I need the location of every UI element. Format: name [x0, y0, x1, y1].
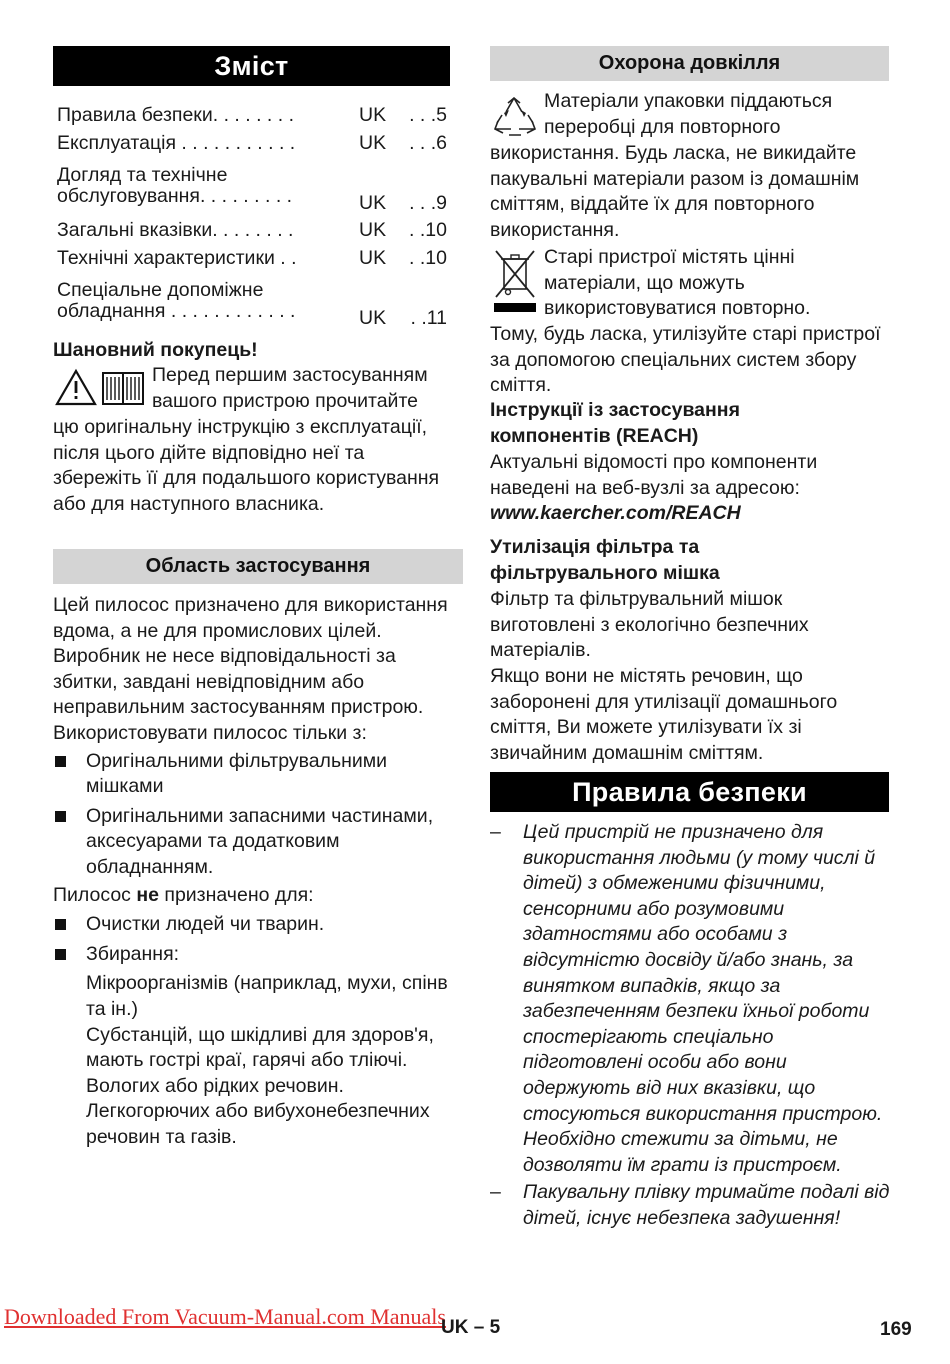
bullet-square-icon	[55, 811, 66, 822]
toc-item-lang: UK	[359, 307, 387, 329]
icon-text-line: Старі пристрої містять цінні	[544, 246, 795, 268]
toc-heading: Зміст	[53, 46, 450, 86]
icon-text-line: вашого пристрою прочитайте	[152, 389, 419, 412]
sub-list	[53, 971, 458, 1150]
reach-text: Актуальні відомості про компоненти наведені на веб-вузлі за адресою:	[490, 451, 818, 499]
toc-item-label: Технічні характеристики . .	[57, 247, 297, 269]
safety-item	[490, 820, 890, 1178]
toc-item-page: . .10	[409, 247, 447, 269]
scope-paragraph: Виробник не несе відповідальності за збитки, завдані невідповідним або неправильним застосуванням пристрою.	[53, 645, 424, 719]
not-for-post: призначено для:	[158, 883, 314, 906]
toc-item-lang: UK	[359, 192, 387, 214]
sub-list-item: Мікроорганізмів (наприклад, мухи, спінв та ін.)	[86, 972, 448, 1020]
toc-item-label: Правила безпеки. . . . . . . .	[57, 104, 294, 126]
scope-heading: Область застосування	[53, 549, 463, 584]
section-page-label: UK – 5	[441, 1317, 501, 1338]
list-item	[53, 804, 458, 881]
list-item-text: Збирання:	[86, 942, 180, 965]
weee-icon-text	[544, 245, 889, 322]
toc-item-page: . .10	[409, 219, 447, 241]
manual-book-icon	[103, 373, 143, 404]
toc-item-page: . . .9	[409, 192, 447, 214]
reach-url-link[interactable]: www.kaercher.com/REACH	[490, 502, 741, 524]
icon-text-line: матеріали, що можуть	[544, 271, 745, 294]
list-item-text: Очистки людей чи тварин.	[86, 913, 325, 936]
not-for-intro	[53, 883, 458, 909]
toc-item-label-line1: Спеціальне допоміжне	[57, 279, 264, 301]
sub-list-item: Вологих або рідких речовин.	[86, 1074, 344, 1097]
toc-item-page: . .11	[410, 307, 447, 329]
list-item-text: Оригінальними запасними частинами, аксесуарами та додатковим обладнанням.	[86, 804, 434, 878]
scope-paragraph: Цей пилосос призначено для використання вдома, а не для промислових цілей.	[53, 594, 448, 642]
not-for-pre: Пилосос	[53, 883, 137, 906]
toc-item-page: . . .5	[409, 104, 447, 126]
icon-text-line: Перед першим застосуванням	[152, 364, 428, 386]
list-item	[53, 912, 458, 938]
list-item	[53, 749, 458, 800]
bullet-square-icon	[55, 949, 66, 960]
page-number: 169	[880, 1319, 912, 1340]
bullet-square-icon	[55, 919, 66, 930]
weee-text: Тому, будь ласка, утилізуйте старі пристрої за допомогою спеціальних систем збору сміття.	[490, 323, 881, 397]
toc-item[interactable]	[57, 103, 449, 131]
not-for-bold: не	[136, 883, 159, 906]
filter-paragraph: Якщо вони не містять речовин, що заборонені для утилізації домашнього сміття, Ви можете утилізувати їх зі звичайним домашнім сміттям.	[490, 665, 838, 764]
recycle-icon-text	[544, 89, 889, 140]
toc-item-label: обслуговування. . . . . . . . .	[57, 186, 293, 207]
list-item-text: Оригінальними фільтрувальними мішками	[86, 749, 388, 798]
toc-item[interactable]	[57, 280, 449, 329]
recycle-icon	[492, 95, 538, 139]
toc-item[interactable]	[57, 246, 449, 274]
dear-customer-icon-text	[152, 363, 462, 414]
table-of-contents	[57, 103, 449, 329]
environment-heading: Охорона довкілля	[490, 46, 889, 81]
icon-text-line: Матеріали упаковки піддаються	[544, 90, 833, 112]
toc-item-lang: UK	[359, 104, 387, 126]
toc-item-label: обладнання . . . . . . . . . . . .	[57, 301, 296, 322]
filter-paragraph: Фільтр та фільтрувальний мішок виготовлені з екологічно безпечних матеріалів.	[490, 588, 809, 662]
list-item	[53, 942, 458, 968]
warning-manual-icons	[55, 368, 147, 408]
dear-customer-text: цю оригінальну інструкцію з експлуатації, після цього дійте відповідно неї та збережіть її для подальшого користування або для наступного власника.	[53, 416, 440, 515]
icon-text-line: використовуватися повторно.	[544, 297, 811, 320]
scope-paragraph: Використовувати пилосос тільки з:	[53, 721, 367, 744]
crossed-bin-icon	[492, 247, 538, 315]
bullet-square-icon	[55, 756, 66, 767]
scope-body	[53, 593, 458, 1150]
toc-item-label: Експлуатація . . . . . . . . . . .	[57, 132, 296, 154]
dear-customer-heading: Шановний покупець!	[53, 339, 258, 361]
toc-item-label-line1: Догляд та технічне	[57, 164, 228, 186]
toc-item-page: . . .6	[409, 132, 447, 154]
safety-heading: Правила безпеки	[490, 772, 889, 812]
dash-bullet: –	[490, 821, 501, 843]
toc-item[interactable]	[57, 131, 449, 159]
safety-item-text: Цей пристрій не призначено для використання людьми (у тому числі й дітей) з обмеженими фізичними, сенсорними або розумовими здатностями або особами з відсутністю досвіду й/або знань, за винятком випадків, якщо за забезпеченням безпеки їхньої роботи спостерігають спеціально підготовлені особи або вони одержують від них вказівки, що стосуються використання пристрою. Необхідно стежити за дітьми, не дозволяти їм грати із пристроєм.	[523, 821, 883, 1176]
safety-item	[490, 1180, 890, 1231]
icon-text-line: переробці для повторного	[544, 115, 781, 138]
sub-list-item: Субстанцій, що шкідливі для здоров'я, мають гострі краї, гарячі або тліючі.	[86, 1023, 434, 1072]
sub-list-item: Легкогорючих або вибухонебезпечних речовин та газів.	[86, 1100, 430, 1148]
toc-item-lang: UK	[359, 247, 387, 269]
toc-item-lang: UK	[359, 132, 387, 154]
reach-heading: Інструкції із застосування компонентів (REACH)	[490, 399, 740, 447]
toc-item[interactable]	[57, 218, 449, 246]
filter-heading: Утилізація фільтра та фільтрувального мішка	[490, 536, 720, 584]
toc-item-lang: UK	[359, 219, 387, 241]
safety-item-text: Пакувальну плівку тримайте подалі від дітей, існує небезпека задушення!	[523, 1181, 890, 1229]
warning-triangle-icon	[55, 368, 147, 408]
download-source-link[interactable]: Downloaded From Vacuum-Manual.com Manuals	[4, 1304, 446, 1329]
recycle-text: використання. Будь ласка, не викидайте пакувальні матеріали разом із домашнім сміттям, віддайте їх для повторного використання.	[490, 142, 860, 241]
toc-item-label: Загальні вказівки. . . . . . . .	[57, 219, 294, 241]
dash-bullet: –	[490, 1181, 501, 1204]
safety-list	[490, 820, 890, 1232]
toc-item[interactable]	[57, 165, 449, 214]
